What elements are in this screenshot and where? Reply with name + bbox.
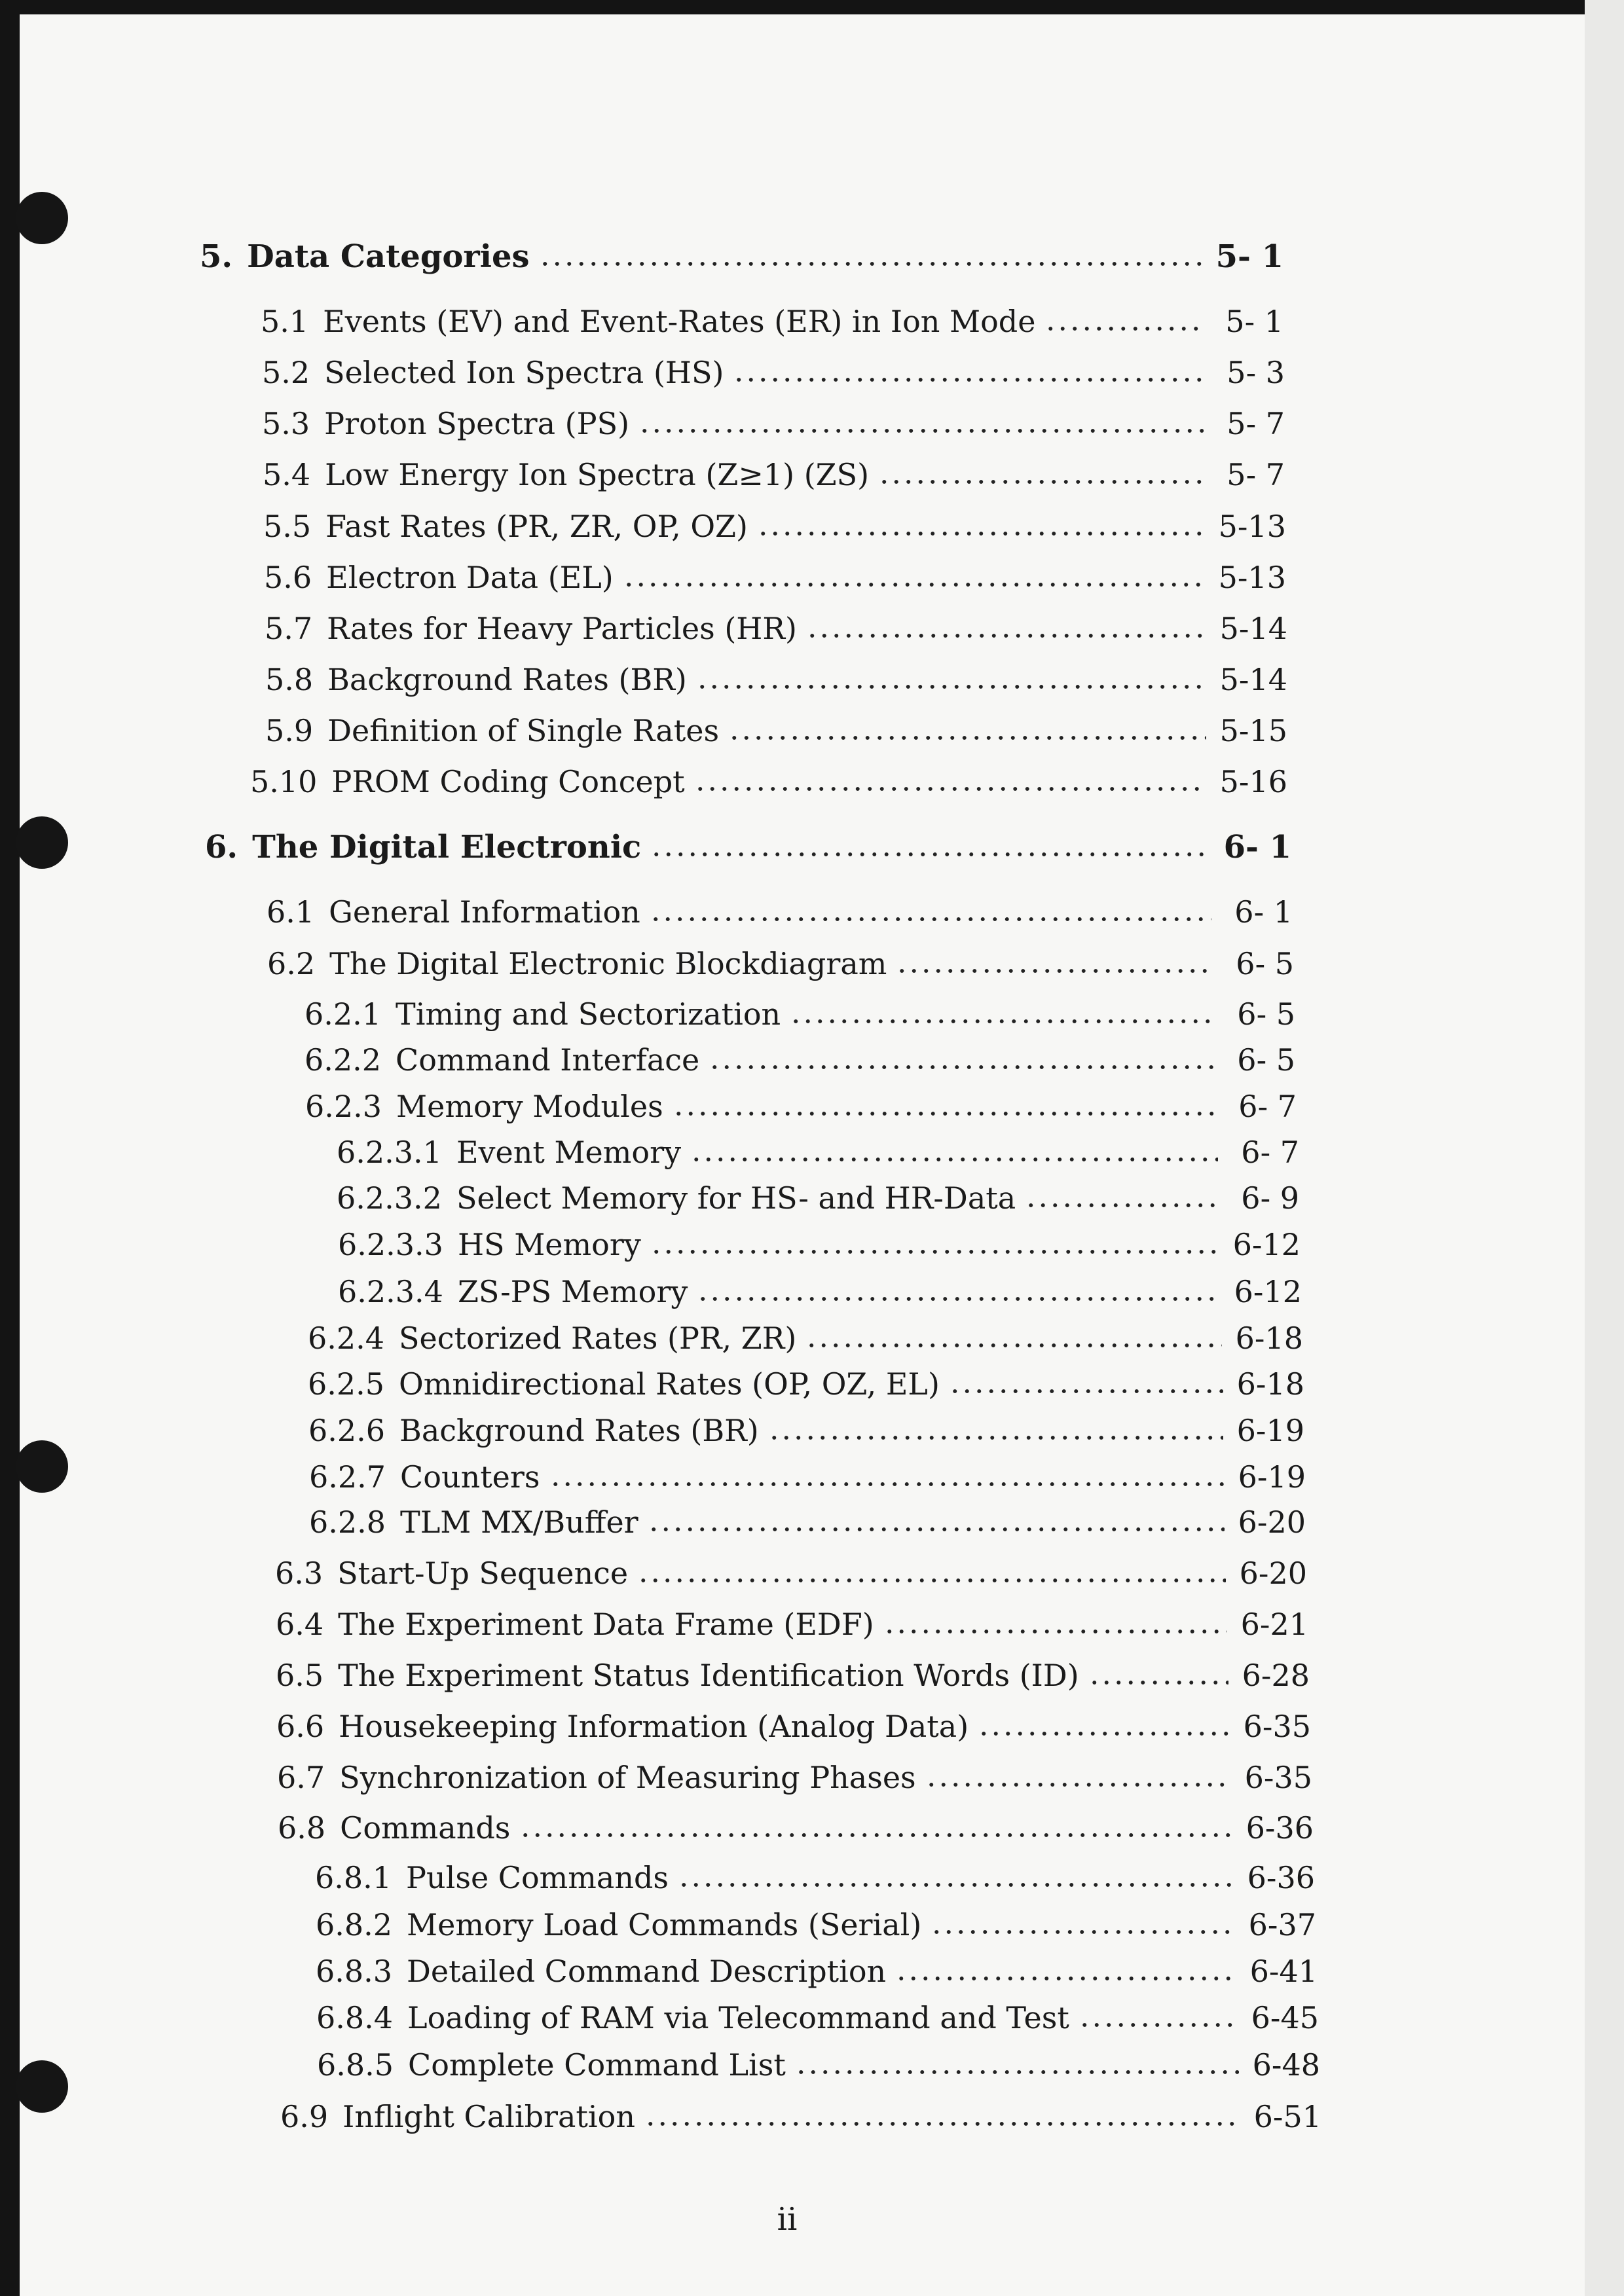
toc-entry[interactable]: [309, 1459, 1306, 1495]
toc-entry[interactable]: [277, 1762, 1312, 1793]
toc-entry-number: 6.4: [276, 1607, 324, 1642]
toc-entry-number: 6.2.7: [309, 1459, 386, 1495]
toc-entry[interactable]: [265, 713, 1287, 748]
toc-entry-page: 6-48: [1252, 2047, 1320, 2083]
punch-hole: [16, 1440, 68, 1493]
toc-entry-title: TLM MX/Buffer: [400, 1504, 638, 1540]
toc-entry-title: The Experiment Status Identification Words (ID): [338, 1658, 1079, 1693]
toc-entry[interactable]: [280, 2099, 1321, 2134]
toc-entry[interactable]: [337, 1180, 1299, 1216]
toc-entry-number: 6.2.3.4: [338, 1274, 443, 1309]
toc-entry-title: Data Categories: [247, 238, 530, 275]
toc-entry-number: 6.9: [280, 2099, 329, 2134]
toc-entry-page: 5- 3: [1227, 355, 1285, 390]
toc-entry-page: 6-35: [1243, 1709, 1311, 1744]
toc-entry-number: 6.2.3.2: [337, 1180, 442, 1216]
scan-edge: [1585, 0, 1624, 2296]
toc-entry-title: Fast Rates (PR, ZR, OP, OZ): [325, 509, 748, 544]
toc-entry-number: 6.8.5: [317, 2047, 394, 2083]
dot-leader: [768, 1434, 1223, 1441]
toc-entry-page: 6-36: [1247, 1860, 1315, 1895]
toc-entry-title: PROM Coding Concept: [331, 764, 685, 799]
toc-entry-number: 5.8: [265, 662, 314, 697]
toc-entry-page: 6-28: [1242, 1658, 1310, 1693]
dot-leader: [795, 2069, 1239, 2075]
toc-entry-number: 6.2.3.1: [337, 1135, 442, 1170]
dot-leader: [733, 376, 1204, 383]
toc-entry[interactable]: [263, 457, 1285, 492]
dot-leader: [694, 786, 1206, 792]
toc-entry-page: 6-37: [1248, 1907, 1316, 1942]
toc-entry-title: Loading of RAM via Telecommand and Test: [407, 2000, 1069, 2035]
toc-entry-page: 5- 1: [1215, 238, 1283, 275]
dot-leader: [896, 968, 1213, 974]
toc-entry[interactable]: [305, 1089, 1297, 1124]
toc-entry-title: Selected Ion Spectra (HS): [324, 355, 724, 390]
toc-entry-title: Memory Modules: [396, 1089, 663, 1124]
toc-entry[interactable]: [276, 1607, 1308, 1642]
dot-leader: [805, 1342, 1222, 1349]
toc-entry-page: 6-51: [1253, 2099, 1321, 2134]
toc-entry-page: 6- 5: [1237, 996, 1295, 1032]
dot-leader: [648, 1526, 1225, 1533]
toc-entry-number: 5.: [200, 238, 233, 275]
toc-entry-number: 5.1: [261, 304, 309, 339]
toc-entry[interactable]: [308, 1366, 1304, 1402]
toc-entry-title: Synchronization of Measuring Phases: [339, 1760, 916, 1795]
toc-entry[interactable]: [263, 509, 1286, 544]
toc-entry-page: 6- 5: [1237, 1042, 1295, 1078]
toc-entry-title: Proton Spectra (PS): [324, 406, 630, 441]
toc-entry-title: Housekeeping Information (Analog Data): [339, 1709, 969, 1744]
toc-entry[interactable]: [338, 1227, 1301, 1262]
toc-entry-title: Complete Command List: [408, 2047, 786, 2083]
dot-leader: [678, 1882, 1234, 1888]
toc-entry[interactable]: [308, 1321, 1303, 1356]
toc-entry-title: Background Rates (BR): [327, 662, 687, 697]
toc-entry[interactable]: [338, 1274, 1302, 1309]
toc-entry[interactable]: [276, 1709, 1311, 1744]
dot-leader: [728, 735, 1206, 741]
toc-entry[interactable]: [262, 357, 1285, 388]
toc-entry-page: 6-45: [1251, 2000, 1319, 2035]
toc-entry-page: 6-20: [1239, 1556, 1307, 1591]
toc-entry[interactable]: [316, 1907, 1316, 1942]
toc-entry-page: 6-20: [1238, 1504, 1306, 1540]
toc-entry-title: ZS-PS Memory: [457, 1274, 688, 1309]
toc-entry[interactable]: [309, 1504, 1306, 1540]
toc-entry-page: 6-18: [1235, 1321, 1303, 1356]
dot-leader: [690, 1156, 1218, 1163]
toc-entry-title: The Digital Electronic Blockdiagram: [329, 946, 887, 981]
toc-entry-number: 6.2.3.3: [338, 1227, 443, 1262]
dot-leader: [878, 479, 1204, 485]
toc-entry-page: 5-14: [1219, 662, 1287, 697]
toc-entry-page: 6- 5: [1236, 946, 1294, 981]
dot-leader: [673, 1110, 1215, 1117]
toc-entry-page: 6-18: [1236, 1366, 1304, 1402]
dot-leader: [1079, 2022, 1238, 2028]
dot-leader: [650, 851, 1210, 858]
toc-entry-number: 5.2: [262, 355, 310, 390]
dot-leader: [697, 1296, 1221, 1302]
toc-entry-title: Counters: [400, 1459, 540, 1495]
toc-entry-page: 6-21: [1240, 1607, 1308, 1642]
toc-entry-page: 5- 1: [1225, 304, 1283, 339]
toc-entry-page: 6- 7: [1241, 1135, 1299, 1170]
toc-entry-number: 6.2: [267, 946, 316, 981]
dot-leader: [638, 428, 1204, 434]
dot-leader: [1025, 1202, 1218, 1209]
toc-entry[interactable]: [337, 1135, 1299, 1170]
dot-leader: [623, 581, 1205, 588]
toc-entry[interactable]: [264, 560, 1286, 595]
toc-entry-page: 6-19: [1238, 1459, 1306, 1495]
toc-chapter-entry[interactable]: [200, 238, 1283, 275]
toc-entry-page: 5-13: [1218, 560, 1286, 595]
toc-entry[interactable]: [304, 1042, 1295, 1078]
toc-entry-number: 6.8.2: [316, 1907, 393, 1942]
toc-entry-title: Select Memory for HS- and HR-Data: [456, 1180, 1016, 1216]
toc-entry-title: Event Memory: [456, 1135, 682, 1170]
toc-entry-title: Pulse Commands: [406, 1860, 669, 1895]
dot-leader: [757, 530, 1205, 537]
toc-entry-page: 5-14: [1219, 611, 1287, 646]
toc-entry[interactable]: [317, 2047, 1320, 2083]
dot-leader: [644, 2121, 1240, 2127]
toc-entry[interactable]: [267, 894, 1293, 930]
dot-leader: [549, 1481, 1225, 1487]
toc-entry-title: The Experiment Data Frame (EDF): [338, 1607, 874, 1642]
toc-entry-page: 6-41: [1249, 1954, 1318, 1989]
toc-entry-page: 6-19: [1236, 1413, 1304, 1448]
toc-entry[interactable]: [276, 1658, 1310, 1693]
toc-entry-number: 6.8.3: [316, 1954, 393, 1989]
toc-entry[interactable]: [267, 946, 1294, 981]
toc-entry-title: Omnidirectional Rates (OP, OZ, EL): [399, 1366, 940, 1402]
toc-entry-title: Low Energy Ion Spectra (Z≥1) (ZS): [325, 457, 870, 492]
dot-leader: [637, 1577, 1226, 1584]
toc-entry-title: Start-Up Sequence: [337, 1556, 629, 1591]
toc-entry[interactable]: [278, 1810, 1314, 1846]
toc-entry-page: 5- 7: [1227, 406, 1285, 441]
toc-entry-page: 6- 9: [1241, 1180, 1299, 1216]
toc-entry-title: Electron Data (EL): [326, 560, 614, 595]
dot-leader: [1044, 325, 1202, 332]
toc-entry-page: 6- 1: [1234, 894, 1293, 930]
toc-entry[interactable]: [275, 1556, 1307, 1591]
toc-entry-title: Command Interface: [396, 1042, 700, 1078]
punch-hole: [16, 192, 68, 244]
toc-entry-title: HS Memory: [457, 1227, 641, 1262]
dot-leader: [1088, 1679, 1228, 1686]
toc-entry-number: 5.10: [250, 764, 318, 799]
toc-entry[interactable]: [265, 662, 1287, 697]
toc-entry-number: 5.9: [265, 713, 314, 748]
toc-entry-number: 5.3: [262, 406, 310, 441]
toc-chapter-entry[interactable]: [205, 829, 1291, 866]
toc-entry-page: 5-16: [1219, 764, 1287, 799]
dot-leader: [931, 1929, 1235, 1935]
page-number: ii: [777, 2201, 798, 2238]
punch-hole: [16, 2060, 68, 2113]
dot-leader: [519, 1832, 1232, 1838]
toc-entry[interactable]: [315, 1860, 1315, 1895]
toc-entry-number: 5.7: [265, 611, 313, 646]
toc-entry-number: 6.8.4: [316, 2000, 394, 2035]
toc-entry-page: 6-12: [1232, 1227, 1301, 1262]
toc-entry-page: 6- 1: [1223, 829, 1291, 866]
dot-leader: [978, 1730, 1230, 1737]
toc-entry[interactable]: [265, 613, 1287, 644]
toc-entry-number: 6.2.8: [309, 1504, 386, 1540]
toc-entry-number: 6.2.3: [305, 1089, 382, 1124]
toc-entry-page: 6-36: [1246, 1810, 1314, 1846]
dot-leader: [539, 261, 1203, 267]
dot-leader: [949, 1388, 1223, 1394]
toc-entry-page: 5- 7: [1227, 457, 1285, 492]
toc-entry[interactable]: [250, 764, 1287, 799]
dot-leader: [925, 1781, 1231, 1788]
toc-entry-page: 5-13: [1218, 509, 1286, 544]
toc-entry-title: Timing and Sectorization: [396, 996, 781, 1032]
toc-entry-page: 5-15: [1219, 713, 1287, 748]
toc-entry-title: Sectorized Rates (PR, ZR): [399, 1321, 797, 1356]
toc-entry[interactable]: [261, 306, 1283, 337]
toc-entry-number: 5.4: [263, 457, 311, 492]
dot-leader: [709, 1064, 1214, 1070]
dot-leader: [650, 1248, 1219, 1255]
dot-leader: [696, 683, 1206, 690]
toc-entry-title: The Digital Electronic: [252, 829, 642, 866]
dot-leader: [806, 632, 1206, 639]
toc-entry-title: Detailed Command Description: [407, 1954, 887, 1989]
toc-entry-number: 6.2.1: [304, 996, 382, 1032]
toc-entry-number: 6.5: [276, 1658, 324, 1693]
toc-entry-title: Commands: [340, 1810, 511, 1846]
toc-entry-number: 6.6: [276, 1709, 325, 1744]
toc-entry-title: Rates for Heavy Particles (HR): [327, 611, 797, 646]
toc-entry[interactable]: [308, 1415, 1304, 1446]
toc-entry-title: General Information: [329, 894, 640, 930]
toc-entry-title: Memory Load Commands (Serial): [407, 1907, 922, 1942]
toc-entry[interactable]: [316, 2000, 1319, 2035]
toc-entry-page: 6-35: [1244, 1760, 1312, 1795]
toc-entry-number: 6.8.1: [315, 1860, 392, 1895]
toc-entry[interactable]: [304, 996, 1295, 1032]
toc-entry-page: 6- 7: [1238, 1089, 1297, 1124]
toc-entry-number: 6.2.4: [308, 1321, 385, 1356]
toc-entry-page: 6-12: [1234, 1274, 1302, 1309]
toc-entry-title: Inflight Calibration: [342, 2099, 635, 2134]
toc-entry-title: Definition of Single Rates: [327, 713, 720, 748]
toc-entry-number: 6.3: [275, 1556, 323, 1591]
toc-entry-number: 6.7: [277, 1760, 325, 1795]
toc-entry-number: 6.2.5: [308, 1366, 385, 1402]
toc-entry-number: 6.1: [267, 894, 315, 930]
dot-leader: [790, 1018, 1214, 1025]
toc-entry-number: 6.2.6: [308, 1413, 386, 1448]
dot-leader: [883, 1628, 1227, 1635]
toc-entry-number: 5.6: [264, 560, 312, 595]
punch-hole: [16, 816, 68, 869]
toc-entry-number: 6.: [205, 829, 238, 866]
toc-entry-title: Events (EV) and Event-Rates (ER) in Ion Mode: [323, 304, 1036, 339]
toc-entry-number: 6.8: [278, 1810, 326, 1846]
dot-leader: [650, 916, 1211, 922]
toc-entry-number: 5.5: [263, 509, 312, 544]
dot-leader: [895, 1975, 1236, 1982]
toc-entry-title: Background Rates (BR): [399, 1413, 759, 1448]
toc-entry[interactable]: [262, 406, 1285, 441]
toc-entry[interactable]: [316, 1954, 1318, 1989]
toc-entry-number: 6.2.2: [304, 1042, 382, 1078]
